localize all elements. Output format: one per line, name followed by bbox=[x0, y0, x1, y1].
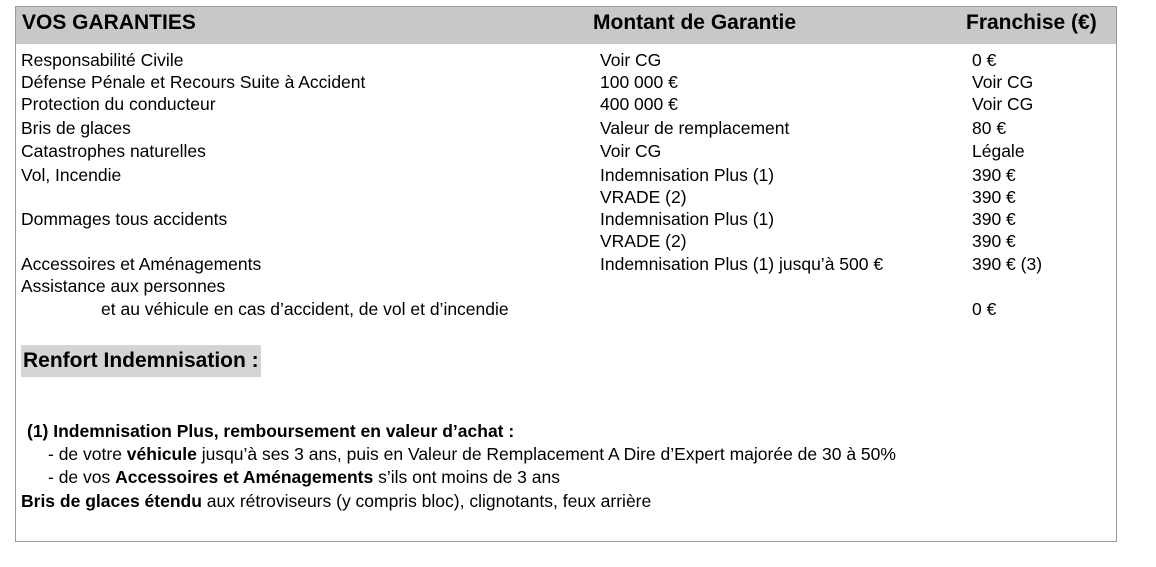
note1-title: (1) Indemnisation Plus, remboursement en valeur d’achat : bbox=[27, 421, 515, 441]
garantie-cell: Bris de glaces bbox=[21, 118, 131, 138]
montant-cell: Indemnisation Plus (1) bbox=[600, 209, 775, 229]
montant-cell: Voir CG bbox=[600, 50, 662, 70]
franchise-cell: 390 € bbox=[972, 187, 1016, 207]
franchise-cell: 0 € bbox=[972, 50, 997, 70]
montant-cell: 400 000 € bbox=[600, 94, 678, 114]
note1-line1 bbox=[48, 444, 896, 465]
garantie-cell: Protection du conducteur bbox=[21, 94, 216, 114]
garantie-cell: Défense Pénale et Recours Suite à Accident bbox=[21, 72, 366, 92]
table-row bbox=[0, 187, 1156, 209]
table-row bbox=[0, 231, 1156, 253]
franchise-cell: 0 € bbox=[972, 299, 997, 319]
table-row bbox=[0, 72, 1156, 94]
table-row bbox=[0, 299, 1156, 321]
garantie-cell: Vol, Incendie bbox=[21, 165, 122, 185]
note-text: - de vos bbox=[48, 467, 116, 487]
franchise-cell: 390 € (3) bbox=[972, 254, 1043, 274]
garantie-cell: Responsabilité Civile bbox=[21, 50, 184, 70]
montant-cell: Indemnisation Plus (1) bbox=[600, 165, 775, 185]
franchise-cell: 390 € bbox=[972, 209, 1016, 229]
header-montant: Montant de Garantie bbox=[593, 11, 797, 34]
header-franchise: Franchise (€) bbox=[966, 11, 1097, 34]
garantie-cell: et au véhicule en cas d’accident, de vol et d’incendie bbox=[101, 299, 509, 319]
franchise-cell: Légale bbox=[972, 141, 1025, 161]
note-text-bold: véhicule bbox=[126, 444, 197, 464]
table-row bbox=[0, 209, 1156, 231]
renfort-heading: Renfort Indemnisation : bbox=[21, 345, 261, 377]
garantie-cell: Catastrophes naturelles bbox=[21, 141, 206, 161]
franchise-cell: 390 € bbox=[972, 165, 1016, 185]
table-header bbox=[16, 7, 1116, 44]
garantie-cell: Accessoires et Aménagements bbox=[21, 254, 262, 274]
header-garanties: VOS GARANTIES bbox=[22, 11, 196, 34]
table-row bbox=[0, 50, 1156, 72]
table-row bbox=[0, 141, 1156, 163]
montant-cell: Voir CG bbox=[600, 141, 662, 161]
montant-cell: VRADE (2) bbox=[600, 231, 687, 251]
note-text: - de votre bbox=[48, 444, 127, 464]
note-text-bold: Bris de glaces étendu bbox=[21, 491, 202, 511]
franchise-cell: 80 € bbox=[972, 118, 1007, 138]
table-row bbox=[0, 118, 1156, 140]
note-text: s’ils ont moins de 3 ans bbox=[373, 467, 560, 487]
garantie-cell: Dommages tous accidents bbox=[21, 209, 228, 229]
note1-line2 bbox=[48, 467, 560, 488]
table-row bbox=[0, 94, 1156, 116]
note-bris-glaces bbox=[21, 491, 651, 512]
table-row bbox=[0, 254, 1156, 276]
garantie-cell: Assistance aux personnes bbox=[21, 276, 226, 296]
montant-cell: VRADE (2) bbox=[600, 187, 687, 207]
montant-cell: Valeur de remplacement bbox=[600, 118, 790, 138]
franchise-cell: Voir CG bbox=[972, 94, 1034, 114]
franchise-cell: 390 € bbox=[972, 231, 1016, 251]
note-text: jusqu’à ses 3 ans, puis en Valeur de Remplacement A Dire d’Expert majorée de 30 à 50% bbox=[196, 444, 896, 464]
note-text: aux rétroviseurs (y compris bloc), clignotants, feux arrière bbox=[201, 491, 652, 511]
montant-cell: Indemnisation Plus (1) jusqu’à 500 € bbox=[600, 254, 884, 274]
franchise-cell: Voir CG bbox=[972, 72, 1034, 92]
note-text-bold: Accessoires et Aménagements bbox=[115, 467, 374, 487]
table-row bbox=[0, 276, 1156, 298]
montant-cell: 100 000 € bbox=[600, 72, 678, 92]
table-row bbox=[0, 165, 1156, 187]
